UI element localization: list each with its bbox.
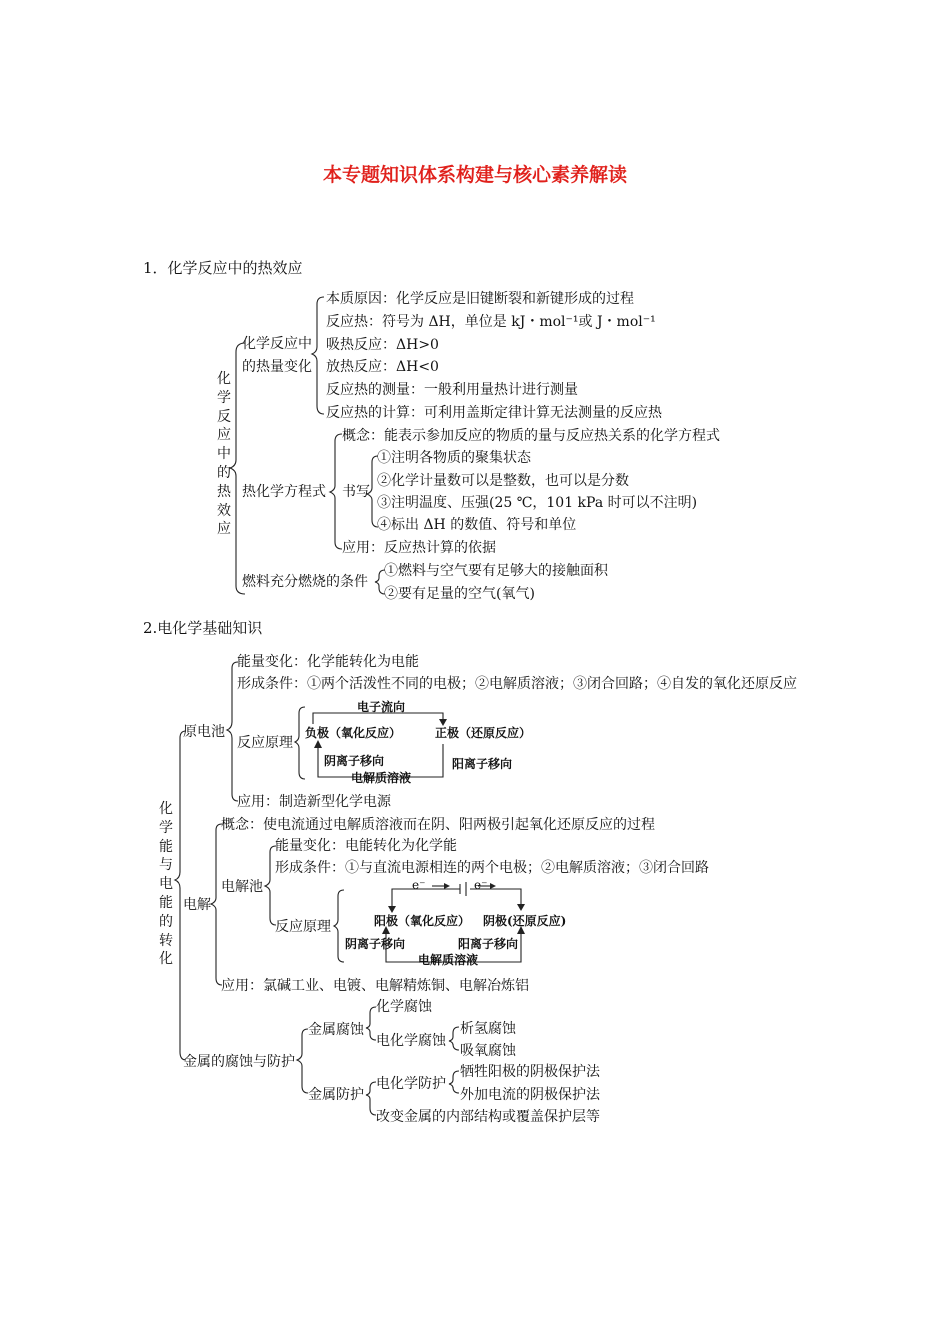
electrolysis-label: 电解 bbox=[183, 897, 211, 913]
primary-cell-conditions: 形成条件：①两个活泼性不同的电极；②电解质溶液；③闭合回路；④自发的氧化还原反应 bbox=[237, 676, 797, 692]
thermo-equation-concept: 概念：能表示参加反应的物质的量与反应热关系的化学方程式 bbox=[342, 428, 720, 444]
electrochemical-corrosion-label: 电化学腐蚀 bbox=[376, 1033, 446, 1049]
primary-electrolyte-label: 电解质溶液 bbox=[351, 771, 412, 785]
section2-heading: 2.电化学基础知识 bbox=[143, 619, 263, 637]
brace-electrochemical-corrosion bbox=[449, 1027, 459, 1050]
electrochemical-corrosion-item: 析氢腐蚀 bbox=[460, 1021, 516, 1037]
primary-cell-energy: 能量变化：化学能转化为电能 bbox=[237, 654, 419, 670]
brace-section1-root bbox=[230, 343, 245, 594]
primary-cell-label: 原电池 bbox=[183, 724, 225, 740]
protection-item: 牺牲阳极的阴极保护法 bbox=[460, 1064, 600, 1080]
combustion-label: 燃料充分燃烧的条件 bbox=[242, 574, 368, 590]
electrolysis-electron-left: e⁻ bbox=[412, 878, 426, 892]
thermo-equation-label: 热化学方程式 bbox=[242, 484, 326, 500]
electrolysis-concept: 概念：使电流通过电解质溶液而在阴、阳两极引起氧化还原反应的过程 bbox=[221, 817, 655, 833]
electrolysis-cation-migration: 阳离子移向 bbox=[458, 937, 519, 951]
electrolysis-electron-right: e⁻ bbox=[474, 878, 488, 892]
primary-cell-principle-label: 反应原理 bbox=[237, 735, 293, 751]
combustion-item: ①燃料与空气要有足够大的接触面积 bbox=[384, 563, 608, 579]
thermo-writing-item: ③注明温度、压强(25 ℃，101 kPa 时可以不注明) bbox=[377, 495, 698, 511]
thermo-equation-application: 应用：反应热计算的依据 bbox=[342, 540, 496, 556]
brace-metal-protection bbox=[366, 1082, 376, 1115]
electrolysis-principle-label: 反应原理 bbox=[275, 919, 331, 935]
electrolysis-application: 应用：氯碱工业、电镀、电解精炼铜、电解冶炼铝 bbox=[221, 978, 529, 994]
electrolysis-anode: 阳极（氧化反应） bbox=[374, 914, 471, 928]
primary-cation-migration: 阳离子移向 bbox=[452, 757, 513, 771]
heat-change-item: 本质原因：化学反应是旧键断裂和新键形成的过程 bbox=[326, 291, 634, 307]
electrolysis-electrolyte-label: 电解质溶液 bbox=[418, 953, 479, 967]
heat-change-item: 吸热反应：ΔH>0 bbox=[326, 337, 439, 353]
heat-change-item: 反应热的计算：可利用盖斯定律计算无法测量的反应热 bbox=[326, 405, 662, 421]
section2-root-label: 化学能与电能的转化 bbox=[159, 801, 173, 968]
other-protection: 改变金属的内部结构或覆盖保护层等 bbox=[376, 1109, 600, 1125]
electrochemical-corrosion-item: 吸氧腐蚀 bbox=[460, 1043, 516, 1059]
page-title: 本专题知识体系构建与核心素养解读 bbox=[322, 164, 627, 186]
electrolysis-conditions: 形成条件：①与直流电源相连的两个电极；②电解质溶液；③闭合回路 bbox=[275, 860, 709, 876]
electrolysis-energy: 能量变化：电能转化为化学能 bbox=[275, 838, 457, 854]
primary-positive-electrode: 正极（还原反应） bbox=[435, 726, 532, 740]
thermo-writing-label: 书写 bbox=[342, 484, 370, 500]
brace-heat-change bbox=[312, 297, 324, 414]
heat-change-label-line2: 的热量变化 bbox=[242, 359, 312, 375]
thermo-writing-item: ①注明各物质的聚集状态 bbox=[377, 450, 531, 466]
protection-item: 外加电流的阴极保护法 bbox=[460, 1087, 600, 1103]
combustion-item: ②要有足量的空气(氧气) bbox=[384, 586, 535, 602]
metal-corrosion-label: 金属腐蚀 bbox=[308, 1022, 364, 1038]
electrolysis-cathode: 阴极(还原反应) bbox=[483, 914, 567, 928]
primary-cell-application: 应用：制造新型化学电源 bbox=[237, 794, 391, 810]
primary-electron-flow-label: 电子流向 bbox=[357, 700, 406, 714]
metal-protection-label: 金属防护 bbox=[308, 1087, 364, 1103]
primary-negative-electrode: 负极（氧化反应） bbox=[305, 726, 402, 740]
electrolysis-circuit-left bbox=[392, 889, 460, 910]
thermo-writing-item: ④标出 ΔH 的数值、符号和单位 bbox=[377, 517, 577, 533]
electrolysis-anion-migration: 阴离子移向 bbox=[345, 937, 406, 951]
heat-change-label-line1: 化学反应中 bbox=[242, 336, 312, 352]
brace-electrochemical-protection bbox=[449, 1071, 459, 1093]
electrochemical-protection-label: 电化学防护 bbox=[376, 1076, 446, 1092]
electrolysis-cell-label: 电解池 bbox=[221, 879, 263, 895]
heat-change-item: 反应热的测量：一般利用量热计进行测量 bbox=[326, 382, 578, 398]
chemical-corrosion: 化学腐蚀 bbox=[376, 999, 432, 1015]
brace-thermo-equation bbox=[330, 434, 342, 549]
heat-change-item: 反应热：符号为 ΔH，单位是 kJ・mol⁻¹或 J・mol⁻¹ bbox=[326, 314, 656, 330]
section1-heading: 1．化学反应中的热效应 bbox=[143, 259, 303, 277]
brace-electrolysis-principle bbox=[334, 890, 344, 962]
brace-primary-principle bbox=[295, 707, 305, 779]
thermo-writing-item: ②化学计量数可以是整数，也可以是分数 bbox=[377, 473, 629, 489]
brace-corrosion-protection bbox=[297, 1029, 308, 1093]
brace-electrolysis-cell bbox=[265, 846, 276, 925]
brace-electrolysis bbox=[211, 824, 222, 985]
brace-metal-corrosion bbox=[366, 1007, 376, 1040]
heat-change-item: 放热反应：ΔH<0 bbox=[326, 359, 439, 375]
corrosion-protection-label: 金属的腐蚀与防护 bbox=[183, 1054, 295, 1070]
section1-root-label: 化学反应中的热效应 bbox=[217, 371, 231, 538]
primary-anion-migration: 阴离子移向 bbox=[324, 754, 385, 768]
